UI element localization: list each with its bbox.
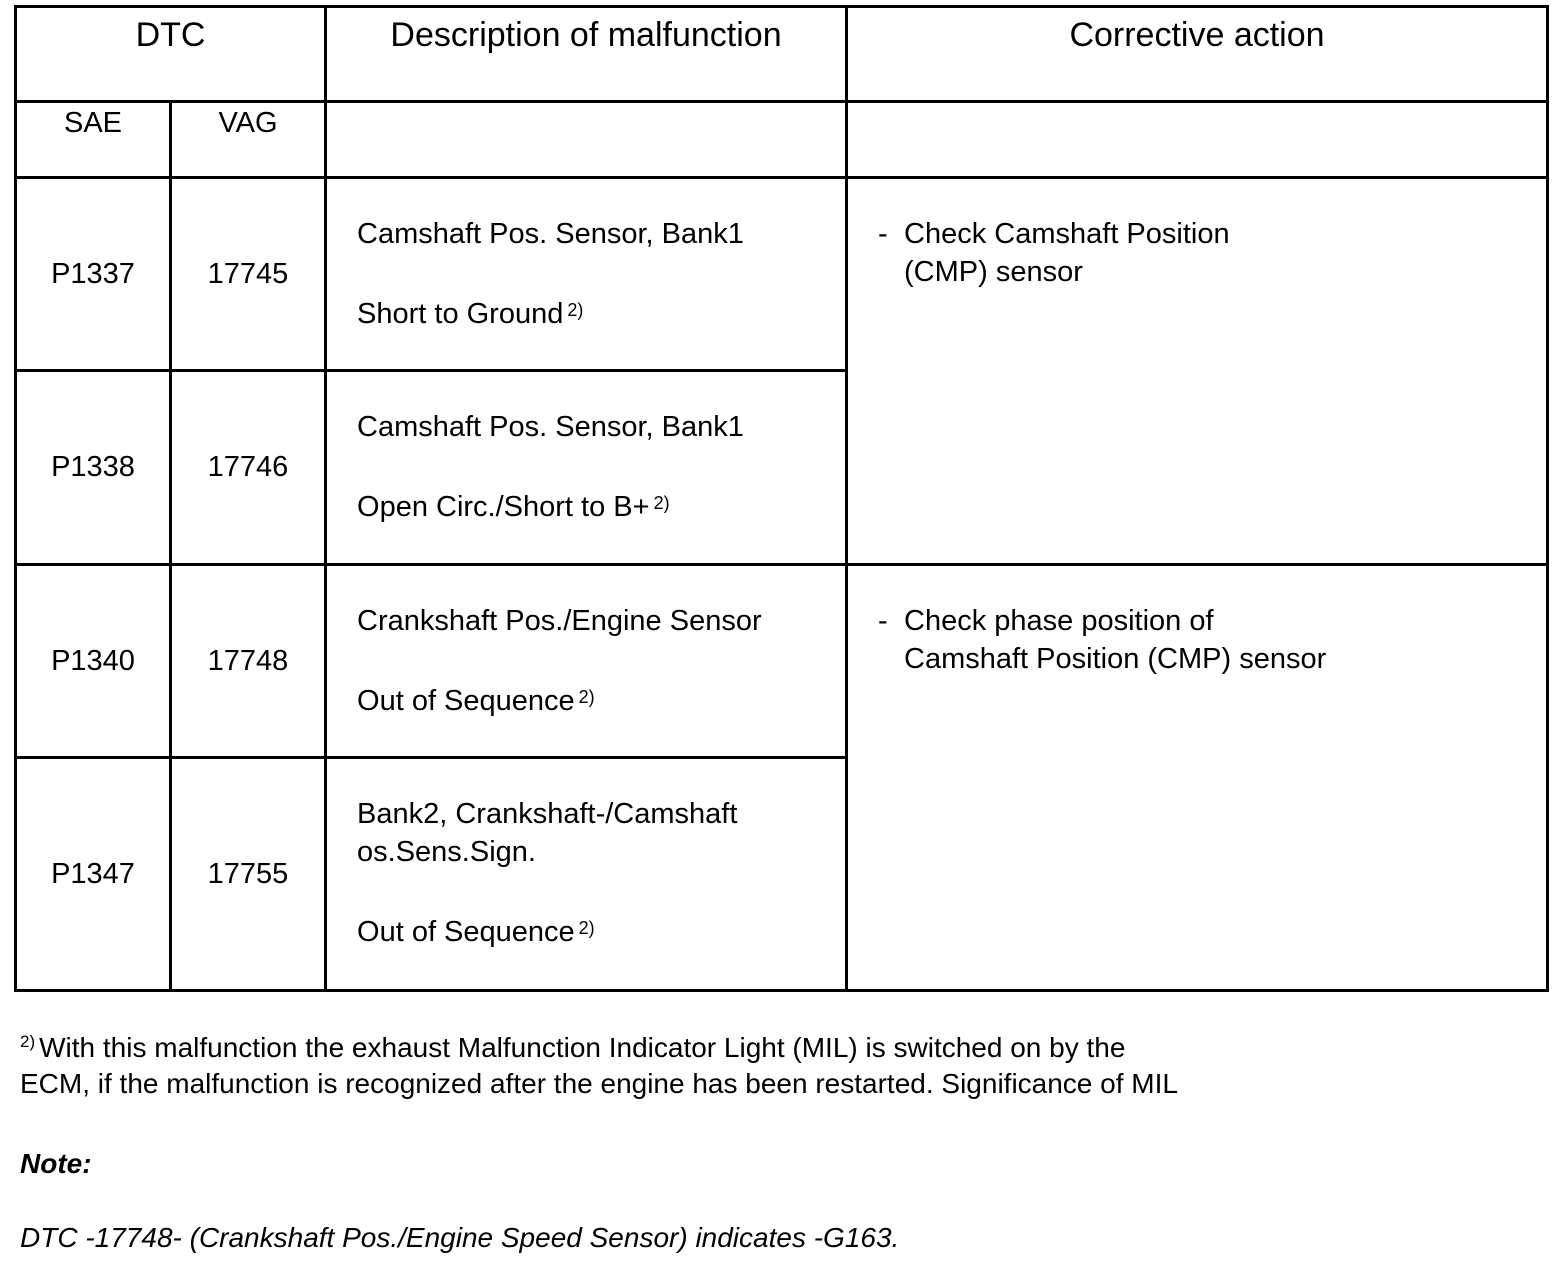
corrective-action [847,565,1548,991]
desc-line-1: Crankshaft Pos./Engine Sensor [357,605,762,637]
action-line-1: - Check Camshaft Position [878,218,1230,250]
subheader-empty-desc [326,102,847,178]
sae-code: P1338 [16,371,171,565]
subheader-sae: SAE [16,102,171,178]
action-line-2: Camshaft Position (CMP) sensor [904,643,1327,675]
note-label: Note: [20,1148,92,1179]
desc-line-3: Out of Sequence $^{2)}$ [357,916,595,948]
header-corrective-action: Corrective action [847,7,1548,102]
subheader-vag: VAG [171,102,326,178]
desc-line-3: Open Circ./Short to B+ $^{2)}$ [357,491,670,523]
vag-code: 17746 [171,371,326,565]
action-line-1: - Check phase position of [878,605,1214,637]
dtc-table [14,5,1549,992]
vag-code: 17745 [171,178,326,371]
footnote-marker: 2) [20,1032,36,1051]
footnote-ref: 2) [653,493,670,513]
desc-line-1: Bank2, Crankshaft-/Camshaft [357,798,738,830]
malfunction-description [326,371,847,565]
sae-code: P1337 [16,178,171,371]
malfunction-description [326,758,847,991]
sae-code: P1340 [16,565,171,758]
action-line-2: (CMP) sensor [904,256,1083,288]
desc-line-3: Out of Sequence $^{2)}$ [357,685,595,717]
footnote-ref: 2) [567,300,584,320]
footnote [20,1030,1178,1102]
table-row [16,565,1548,758]
desc-line-1: Camshaft Pos. Sensor, Bank1 [357,411,744,443]
malfunction-description [326,178,847,371]
footnote-line-1: With this malfunction the exhaust Malfunction Indicator Light (MIL) is switched on by the [39,1032,1126,1063]
desc-line-1: Camshaft Pos. Sensor, Bank1 [357,218,744,250]
corrective-action [847,178,1548,565]
desc-line-2: os.Sens.Sign. [357,836,536,868]
header-description: Description of malfunction [326,7,847,102]
table-row [16,178,1548,371]
footnote-ref: 2) [578,918,595,938]
footnote-ref: 2) [578,687,595,707]
subheader-empty-action [847,102,1548,178]
note-text: DTC -17748- (Crankshaft Pos./Engine Speed Sensor) indicates -G163. [20,1222,900,1253]
vag-code: 17748 [171,565,326,758]
vag-code: 17755 [171,758,326,991]
desc-line-3: Short to Ground $^{2)}$ [357,298,584,330]
sae-code: P1347 [16,758,171,991]
footnote-line-2: ECM, if the malfunction is recognized after the engine has been restarted. Significance of MIL [20,1068,1178,1099]
header-dtc: DTC [16,7,326,102]
malfunction-description [326,565,847,758]
